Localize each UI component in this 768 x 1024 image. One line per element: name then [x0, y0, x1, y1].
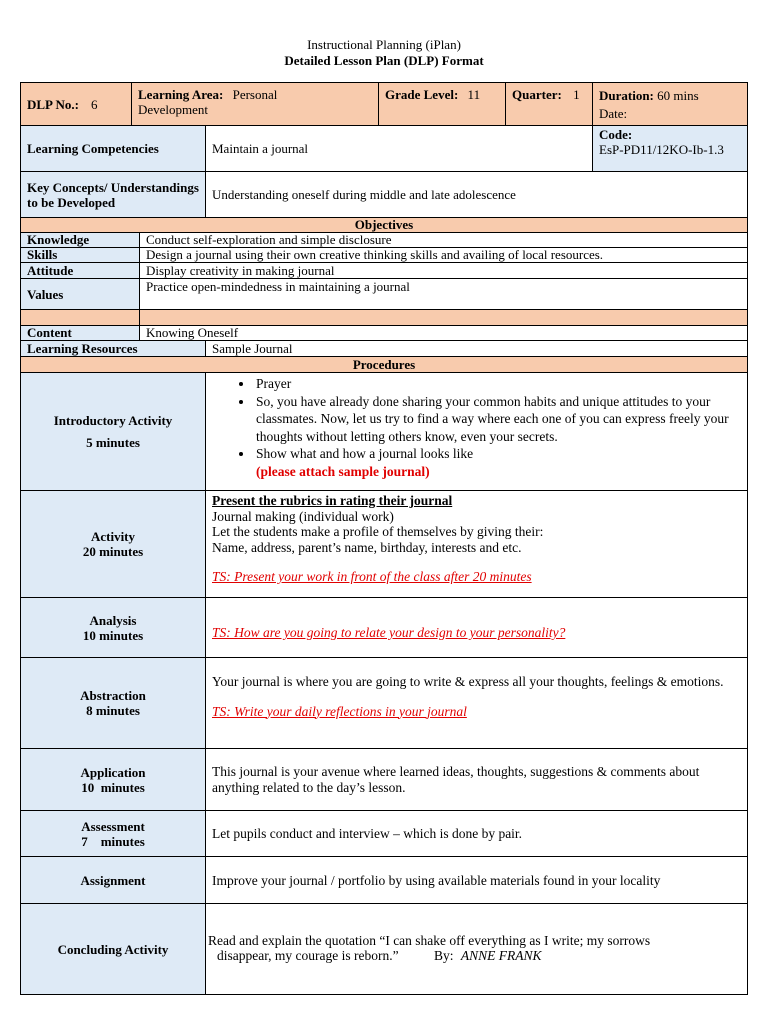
abstraction-time: 8 minutes	[86, 703, 140, 718]
content-label: Content	[20, 325, 140, 341]
activity-ts: TS: Present your work in front of the class after 20 minutes	[212, 569, 532, 584]
assessment-time: 7 minutes	[81, 833, 145, 849]
grade-level-label: Grade Level:	[385, 87, 459, 102]
document-subtitle: Detailed Lesson Plan (DLP) Format	[284, 53, 484, 68]
assignment-content	[205, 856, 748, 904]
intro-activity-time: 5 minutes	[86, 434, 140, 450]
activity-instructions: Let the students make a profile of themselves by giving their:	[212, 524, 544, 539]
learning-area-value: Personal	[232, 87, 278, 102]
assessment-text: Let pupils conduct and interview – which is done by pair.	[212, 826, 523, 841]
grade-level-value: 11	[467, 87, 481, 102]
code-cell	[592, 125, 748, 172]
abstraction-content	[205, 657, 748, 749]
application-text: This journal is your avenue where learned ideas, thoughts, suggestions & comments about anything related to the day’s lesson.	[212, 764, 700, 795]
abstraction-label	[20, 657, 206, 749]
resources-label: Learning Resources	[20, 340, 206, 357]
concluding-by: By:	[434, 948, 454, 963]
dlp-number-cell	[20, 82, 132, 126]
activity-label	[20, 490, 206, 598]
code-label: Code:	[599, 127, 633, 142]
document-title: Instructional Planning (iPlan)	[307, 37, 461, 52]
concluding-quote-line2: disappear, my courage is reborn.”	[217, 948, 399, 963]
learning-area-value-2: Development	[138, 102, 209, 117]
analysis-ts: TS: How are you going to relate your design to your personality?	[212, 625, 566, 640]
date-label: Date:	[599, 106, 628, 121]
intro-activity-title: Introductory Activity	[53, 412, 173, 428]
quarter-cell	[505, 82, 593, 126]
spacer-cell-left	[20, 309, 140, 326]
intro-activity-content	[205, 372, 748, 491]
abstraction-text: Your journal is where you are going to write & express all your thoughts, feelings & emotions.	[212, 674, 724, 689]
activity-time: 20 minutes	[82, 544, 144, 559]
assignment-text: Improve your journal / portfolio by using available materials found in your locality	[212, 872, 661, 888]
grade-level-cell	[378, 82, 506, 126]
key-concepts-value: Understanding oneself during middle and late adolescence	[205, 171, 748, 218]
activity-profile-fields: Name, address, parent’s name, birthday, interests and etc.	[212, 539, 522, 555]
content-value: Knowing Oneself	[139, 325, 748, 341]
procedures-heading: Procedures	[20, 356, 748, 373]
lesson-plan-table	[20, 82, 748, 995]
analysis-time: 10 minutes	[82, 627, 144, 643]
application-content	[205, 748, 748, 811]
duration-label: Duration:	[599, 88, 654, 103]
concluding-quote-line1: Read and explain the quotation “I can shake off everything as I write; my sorrows	[208, 933, 651, 948]
intro-bullet-sharing: • So, you have already done sharing your common habits and unique attitudes to your classmates. Now, let us try to find a way where each one of you can express freely your thoughts without letting others know, even your secrets.	[254, 393, 739, 446]
knowledge-value: Conduct self-exploration and simple disclosure	[139, 232, 748, 248]
values-value: Practice open-mindedness in maintaining a journal	[139, 278, 748, 310]
concluding-title: Concluding Activity	[57, 941, 169, 957]
competencies-label: Learning Competencies	[20, 125, 206, 172]
skills-value: Design a journal using their own creative thinking skills and availing of local resources.	[139, 247, 748, 263]
concluding-content	[205, 903, 748, 995]
assignment-label	[20, 856, 206, 904]
resources-value: Sample Journal	[205, 340, 748, 357]
activity-content	[205, 490, 748, 598]
analysis-title: Analysis	[89, 612, 137, 628]
competencies-value: Maintain a journal	[205, 125, 593, 172]
objectives-heading: Objectives	[20, 217, 748, 233]
duration-value: 60 mins	[657, 88, 699, 103]
assessment-label	[20, 810, 206, 857]
intro-note: (please attach sample journal)	[256, 463, 430, 479]
concluding-author: ANNE FRANK	[460, 948, 542, 963]
skills-label: Skills	[20, 247, 140, 263]
spacer-cell-right	[139, 309, 748, 326]
activity-journal-making: Journal making (individual work)	[212, 508, 394, 524]
assessment-title: Assessment	[81, 818, 145, 834]
quarter-value: 1	[573, 87, 580, 102]
dlp-value: 6	[91, 96, 98, 112]
key-concepts-label: Key Concepts/ Understandings to be Developed	[20, 171, 206, 218]
duration-cell	[592, 82, 748, 126]
assignment-title: Assignment	[80, 872, 146, 888]
dlp-label: DLP No.:	[27, 96, 79, 112]
intro-bullet-show: • Show what and how a journal looks like	[254, 445, 739, 463]
concluding-label	[20, 903, 206, 995]
knowledge-label: Knowledge	[20, 232, 140, 248]
abstraction-title: Abstraction	[80, 688, 146, 703]
code-value: EsP-PD11/12KO-Ib-1.3	[599, 142, 724, 157]
attitude-value: Display creativity in making journal	[139, 262, 748, 279]
application-label	[20, 748, 206, 811]
activity-title: Activity	[90, 529, 136, 544]
learning-area-label: Learning Area:	[138, 87, 224, 102]
learning-area-cell	[131, 82, 379, 126]
attitude-label: Attitude	[20, 262, 140, 279]
application-time: 10 minutes	[81, 779, 145, 795]
assessment-content	[205, 810, 748, 857]
intro-bullet-prayer: • Prayer	[254, 375, 739, 393]
abstraction-ts: TS: Write your daily reflections in your journal	[212, 703, 467, 719]
activity-rubrics: Present the rubrics in rating their journal	[212, 493, 453, 508]
values-label: Values	[20, 278, 140, 310]
analysis-content	[205, 597, 748, 658]
application-title: Application	[80, 764, 146, 780]
analysis-label	[20, 597, 206, 658]
intro-activity-label	[20, 372, 206, 491]
concluding-quote-line2-row	[208, 948, 747, 963]
quarter-label: Quarter:	[512, 87, 562, 102]
